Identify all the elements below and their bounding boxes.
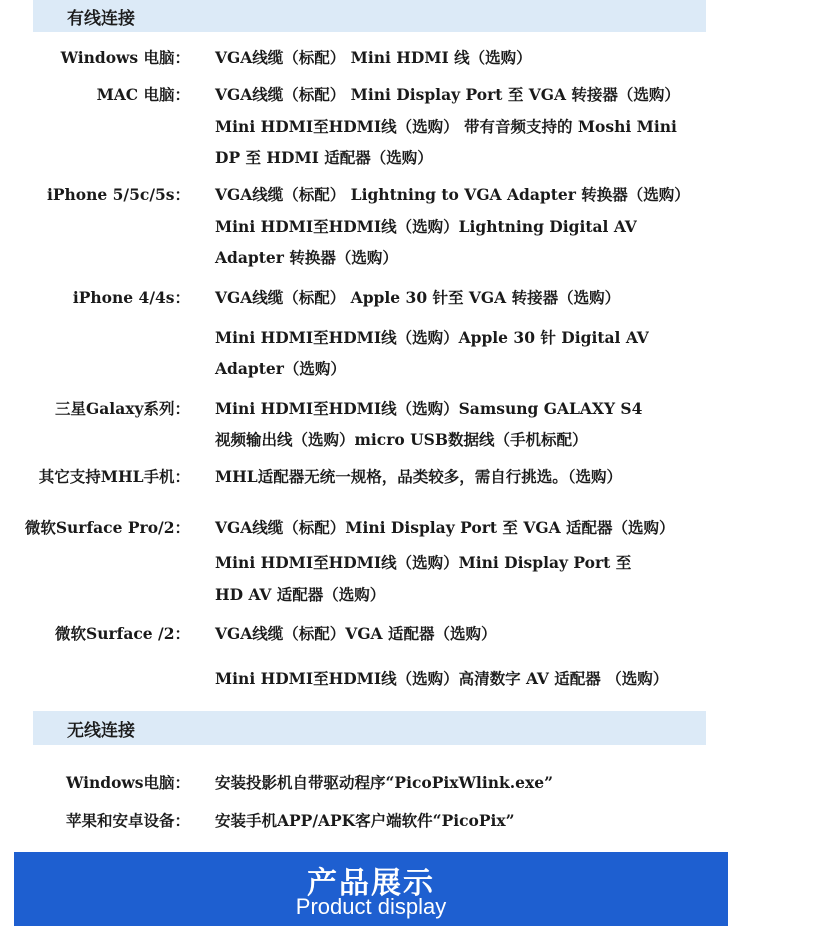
- iphone5-line-3: Adapter 转换器（选购）: [215, 248, 398, 267]
- galaxy-line-2: 视频输出线（选购）micro USB数据线（手机标配）: [215, 430, 588, 449]
- iphone4-line-3: Adapter（选购）: [215, 359, 346, 378]
- mac-label: MAC 电脑：: [96, 85, 190, 104]
- galaxy-line-1: Mini HDMI至HDMI线（选购）Samsung GALAXY S4: [215, 399, 643, 418]
- iphone4-label: iPhone 4/4s：: [72, 288, 190, 307]
- product-display-banner: [14, 852, 728, 926]
- mhl-label: 其它支持MHL手机：: [38, 467, 190, 486]
- wireless-section-header: [33, 711, 706, 745]
- surface-pro-line-2: Mini HDMI至HDMI线（选购）Mini Display Port 至: [215, 553, 632, 572]
- banner-title-en: Product display: [295, 894, 447, 919]
- wireless-section-title: 无线连接: [67, 720, 135, 741]
- windows-line-1: VGA线缆（标配） Mini HDMI 线（选购）: [215, 48, 532, 67]
- wireless-mobile-line: 安装手机APP/APK客户端软件“PicoPix”: [215, 811, 515, 830]
- surface-pro-label: 微软Surface Pro/2：: [24, 518, 190, 537]
- surface-label: 微软Surface /2：: [55, 624, 190, 643]
- wired-section-title: 有线连接: [67, 8, 135, 29]
- surface-pro-line-3: HD AV 适配器（选购）: [215, 585, 386, 604]
- mhl-line-1: MHL适配器无统一规格，品类较多，需自行挑选。（选购）: [215, 467, 622, 486]
- iphone4-line-2: Mini HDMI至HDMI线（选购）Apple 30 针 Digital AV: [215, 328, 649, 347]
- wireless-mobile-label: 苹果和安卓设备：: [65, 811, 190, 830]
- wireless-windows-label: Windows电脑：: [65, 773, 190, 792]
- iphone5-line-1: VGA线缆（标配） Lightning to VGA Adapter 转换器（选购）: [215, 185, 690, 204]
- banner-title-cn: 产品展示: [307, 866, 435, 901]
- wireless-windows-line: 安装投影机自带驱动程序“PicoPixWlink.exe”: [215, 773, 553, 792]
- windows-label: Windows 电脑：: [60, 48, 190, 67]
- iphone5-line-2: Mini HDMI至HDMI线（选购）Lightning Digital AV: [215, 217, 637, 236]
- mac-line-1: VGA线缆（标配） Mini Display Port 至 VGA 转接器（选购）: [215, 85, 680, 104]
- mac-line-2: Mini HDMI至HDMI线（选购） 带有音频支持的 Moshi Mini: [215, 117, 677, 136]
- surface-line-2: Mini HDMI至HDMI线（选购）高清数字 AV 适配器 （选购）: [215, 669, 669, 688]
- mac-line-3: DP 至 HDMI 适配器（选购）: [215, 148, 433, 167]
- galaxy-label: 三星Galaxy系列：: [55, 399, 190, 418]
- wired-section-header: [33, 0, 706, 32]
- surface-pro-line-1: VGA线缆（标配）Mini Display Port 至 VGA 适配器（选购）: [215, 518, 675, 537]
- surface-line-1: VGA线缆（标配）VGA 适配器（选购）: [215, 624, 497, 643]
- iphone5-label: iPhone 5/5c/5s：: [46, 185, 190, 204]
- iphone4-line-1: VGA线缆（标配） Apple 30 针至 VGA 转接器（选购）: [215, 288, 621, 307]
